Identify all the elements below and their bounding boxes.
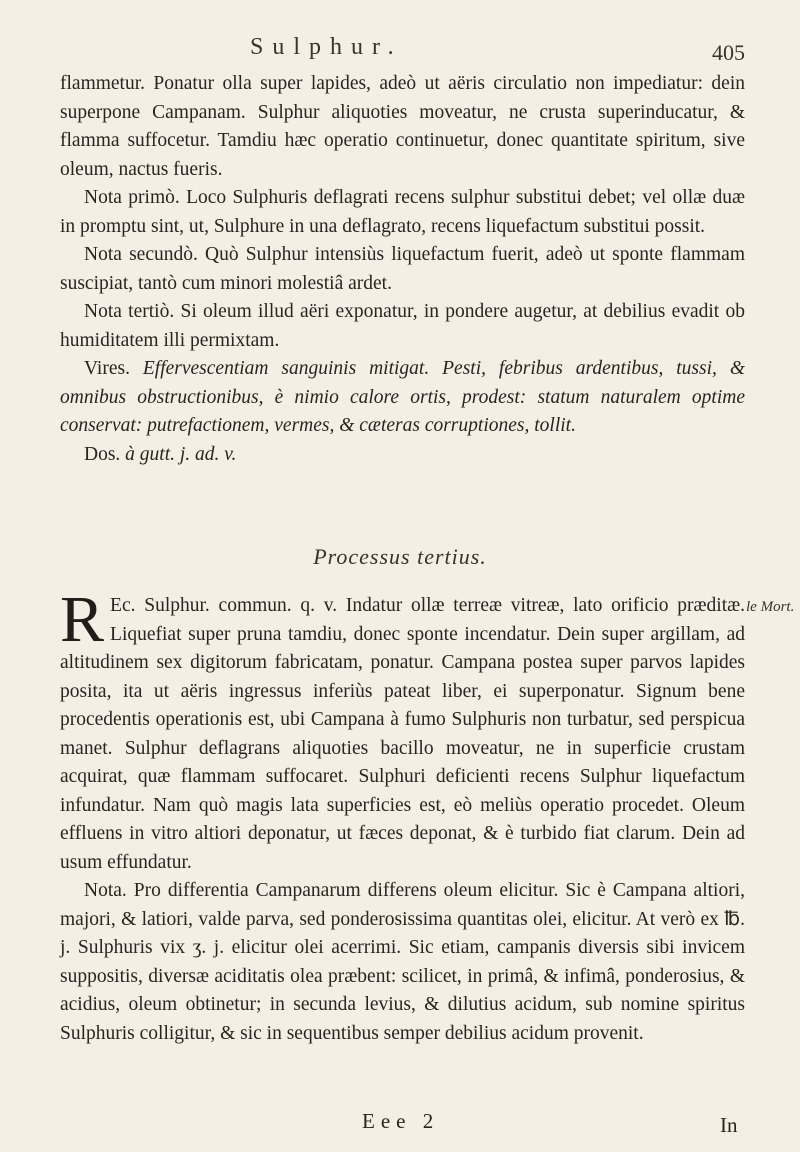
- margin-note: le Mort.: [746, 599, 795, 615]
- page-number: 405: [712, 40, 745, 65]
- vires-label: Vires.: [84, 358, 130, 379]
- dose-label: Dos.: [84, 443, 121, 465]
- paragraph-nota-prima: Nota primò. Loco Sulphuris deflagrati recens sulphur substitui debet; vel ollæ duæ in promptu sint, ut, Sulphure in una deflagrato, recens liquefactum substitui possit.: [60, 187, 745, 237]
- paragraph-nota-secunda: Nota secundò. Quò Sulphur intensiùs liquefactum fuerit, adeò ut sponte flammam suscipiat, tantò cum minori molestiâ ardet.: [60, 244, 745, 294]
- running-head: [0, 34, 800, 74]
- vires-text: Effervescentiam sanguinis mitigat. Pesti, febribus ardentibus, tussi, & omnibus obstructionibus, è nimio calore ortis, prodest: statum naturalem optime conservat: putrefactionem, vermes, & cæteras corruptiones, tollit.: [60, 358, 745, 436]
- paragraph-vires: [60, 355, 745, 441]
- catchword: In: [720, 1113, 738, 1137]
- paragraph-continuation: flammetur. Ponatur olla super lapides, adeò ut aëris circulatio non impediatur: dein superpone Campanam. Sulphur aliquoties moveatur, ne crusta superinducatur, & flamma suffocetur. Tamdiu hæc operatio continuetur, donec quantitate spiritum, sive oleum, nactus fueris.: [60, 73, 745, 180]
- recipe-text: Ec. Sulphur. commun. q. v. Indatur ollæ terreæ vitreæ, lato orificio præditæ. Liquefiat super pruna tamdiu, donec sponte incendatur. Dein super argillam, ad altitudinem sex digitorum fabricatam, ponatur. Campana postea super parvos lapides posita, ita ut aëris ingressus inferiùs pateat liber, ei superponatur. Signum bene procedentis operationis est, ubi Campana à fumo Sulphuris non turbatur, sed perspicua manet. Sulphur deflagrans aliquoties bacillo moveatur, ne in superficie crustam acquirat, quæ flammam suffocaret. Sulphuri deficienti recens Sulphur liquefactum infundatur. Nam quò magis lata superficies est, eò meliùs operatio procedet. Oleum effluens in vitro altiori deponatur, ut fæces deponat, & è turbido fiat clarum. Dein ad usum effundatur.: [60, 595, 745, 873]
- paragraph-dose: [60, 441, 745, 470]
- text-block-upper: [60, 70, 745, 469]
- dose-text: à gutt. j. ad. v.: [125, 443, 237, 465]
- signature-mark: Eee 2: [362, 1109, 440, 1133]
- paragraph-nota-tertia: Nota tertiò. Si oleum illud aëri exponatur, in pondere augetur, at debilius evadit ob humiditatem illi permixtam.: [60, 301, 745, 351]
- section-heading: Processus tertius.: [313, 544, 487, 569]
- running-title: Sulphur.: [250, 34, 403, 60]
- text-block-lower: [60, 583, 745, 1048]
- paragraph-recipe: [60, 583, 745, 877]
- paragraph-nota-campanae: Nota. Pro differentia Campanarum differens oleum elicitur. Sic è Campana altiori, majori, & latiori, valde parva, sed ponderosissima quantitas olei, elicitur. At verò ex ℔. j. Sulphuris vix ʒ. j. elicitur olei acerrimi. Sic etiam, campanis diversis sibi invicem suppositis, diversæ aciditatis olea præbent: scilicet, in primâ, & infimâ, ponderosius, & acidius, oleum obtinetur; in secunda levius, & dilutius acidum, sub nomine spiritus Sulphuris colligitur, & sic in sequentibus semper debilius acidum provenit.: [60, 880, 745, 1044]
- page-footer: [0, 1109, 800, 1145]
- drop-cap: R: [60, 583, 105, 656]
